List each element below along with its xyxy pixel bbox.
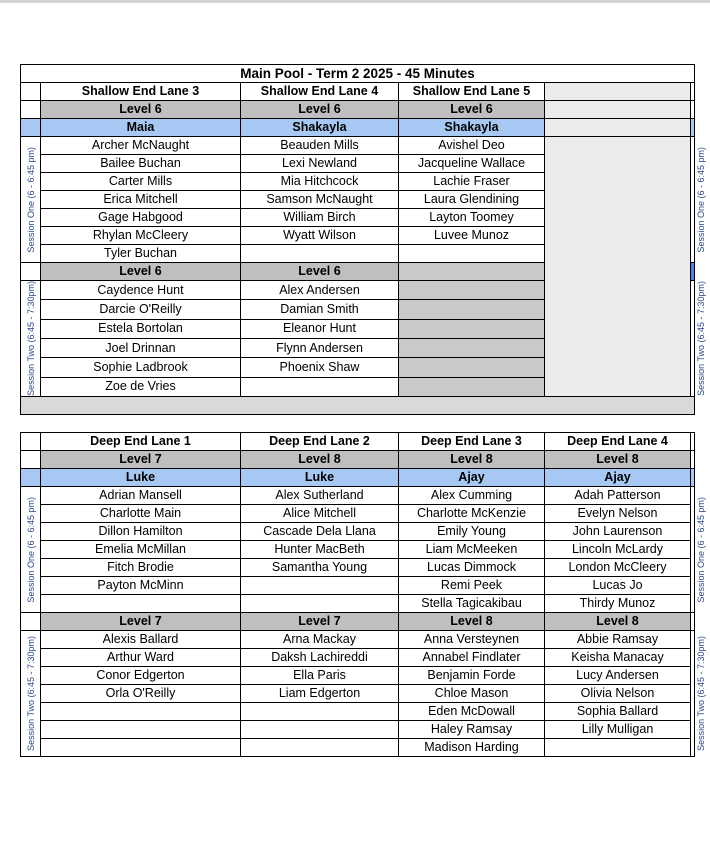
swimmer-cell <box>241 377 399 396</box>
deep-level-row <box>21 450 695 468</box>
swimmer-cell: Daksh Lachireddi <box>241 648 399 666</box>
level-cell: Level 6 <box>241 263 399 281</box>
swimmer-cell: Luvee Munoz <box>399 227 545 245</box>
swimmer-cell: Lilly Mulligan <box>545 720 691 738</box>
swimmer-cell: Abbie Ramsay <box>545 630 691 648</box>
swimmer-cell: Layton Toomey <box>399 209 545 227</box>
swimmer-cell: Ella Paris <box>241 666 399 684</box>
swimmer-cell: Dillon Hamilton <box>41 522 241 540</box>
table-row <box>21 648 695 666</box>
level-cell: Level 6 <box>399 101 545 119</box>
swimmer-cell <box>241 594 399 612</box>
swimmer-cell: Darcie O'Reilly <box>41 300 241 319</box>
swimmer-cell: Thirdy Munoz <box>545 594 691 612</box>
sheet-title: Main Pool - Term 2 2025 - 45 Minutes <box>21 65 695 83</box>
swimmer-cell: Laura Glendining <box>399 191 545 209</box>
swimmer-cell <box>399 245 545 263</box>
swimmer-cell: Estela Bortolan <box>41 319 241 338</box>
swimmer-cell: Lachie Fraser <box>399 173 545 191</box>
table-row <box>21 720 695 738</box>
swimmer-cell: Caydence Hunt <box>41 281 241 300</box>
swimmer-cell: Olivia Nelson <box>545 684 691 702</box>
level-cell: Level 6 <box>41 101 241 119</box>
table-row <box>21 522 695 540</box>
table-row <box>21 594 695 612</box>
swimmer-cell: Alexis Ballard <box>41 630 241 648</box>
section-gap <box>21 396 695 414</box>
instructor-cell: Luke <box>41 468 241 486</box>
swimmer-cell: Alex Sutherland <box>241 486 399 504</box>
swimmer-cell: Fitch Brodie <box>41 558 241 576</box>
swimmer-cell: Carter Mills <box>41 173 241 191</box>
swimmer-cell: Bailee Buchan <box>41 155 241 173</box>
swimmer-cell <box>241 576 399 594</box>
swimmer-cell: Lucy Andersen <box>545 666 691 684</box>
table-row <box>21 486 695 504</box>
swimmer-cell: Alex Andersen <box>241 281 399 300</box>
swimmer-cell: Arna Mackay <box>241 630 399 648</box>
table-row <box>21 738 695 756</box>
lane-header: Shallow End Lane 5 <box>399 83 545 101</box>
swimmer-cell: Anna Versteynen <box>399 630 545 648</box>
swimmer-cell: Tyler Buchan <box>41 245 241 263</box>
swimmer-cell <box>545 738 691 756</box>
swimmer-cell <box>41 720 241 738</box>
level-cell: Level 7 <box>241 612 399 630</box>
swimmer-cell: Stella Tagicakibau <box>399 594 545 612</box>
swimmer-cell: Cascade Dela Llana <box>241 522 399 540</box>
instructor-cell: Luke <box>241 468 399 486</box>
lane-header: Shallow End Lane 4 <box>241 83 399 101</box>
session-one-label-left: Session One (6 - 6:45 pm) <box>21 137 41 263</box>
swimmer-cell: Keisha Manacay <box>545 648 691 666</box>
level-cell: Level 7 <box>41 612 241 630</box>
swimmer-cell: Flynn Andersen <box>241 338 399 357</box>
lane-header: Shallow End Lane 3 <box>41 83 241 101</box>
table-row <box>21 666 695 684</box>
instructor-cell: Shakayla <box>241 119 399 137</box>
swimmer-cell <box>241 702 399 720</box>
swimmer-cell <box>41 702 241 720</box>
table-row <box>21 504 695 522</box>
shallow-level-row <box>21 101 695 119</box>
table-row <box>21 630 695 648</box>
swimmer-cell: Lexi Newland <box>241 155 399 173</box>
window-top-border <box>0 0 710 3</box>
swimmer-cell: London McCleery <box>545 558 691 576</box>
unused-lane-block <box>545 137 691 397</box>
level-cell: Level 7 <box>41 450 241 468</box>
empty-cell <box>545 83 691 101</box>
swimmer-cell: Chloe Mason <box>399 684 545 702</box>
instructor-cell: Ajay <box>545 468 691 486</box>
swimmer-cell: Conor Edgerton <box>41 666 241 684</box>
level-cell: Level 8 <box>545 450 691 468</box>
swimmer-cell: Eleanor Hunt <box>241 319 399 338</box>
instructor-cell: Maia <box>41 119 241 137</box>
swimmer-cell: Archer McNaught <box>41 137 241 155</box>
session-one-label-right: Session One (6 - 6:45 pm) <box>691 137 695 263</box>
swimmer-cell <box>241 245 399 263</box>
swimmer-cell: Samson McNaught <box>241 191 399 209</box>
section-gap <box>21 414 695 432</box>
swimmer-cell: Lincoln McLardy <box>545 540 691 558</box>
table-row <box>21 684 695 702</box>
level-cell: Level 6 <box>41 263 241 281</box>
session-two-label-left: Session Two (6:45 - 7:30pm) <box>21 630 41 756</box>
swimmer-cell: Erica Mitchell <box>41 191 241 209</box>
table-row <box>21 540 695 558</box>
swimmer-cell: Phoenix Shaw <box>241 358 399 377</box>
level-cell: Level 8 <box>399 450 545 468</box>
level-cell: Level 8 <box>241 450 399 468</box>
deep-lane-header-row <box>21 432 695 450</box>
deep-instructor-row <box>21 468 695 486</box>
table-row <box>21 137 695 155</box>
swimmer-cell: Sophie Ladbrook <box>41 358 241 377</box>
swimmer-cell: Benjamin Forde <box>399 666 545 684</box>
swimmer-cell: William Birch <box>241 209 399 227</box>
swimmer-cell: Charlotte Main <box>41 504 241 522</box>
table-row <box>21 558 695 576</box>
swimmer-cell: Mia Hitchcock <box>241 173 399 191</box>
swimmer-cell: Adah Patterson <box>545 486 691 504</box>
session-two-label-right: Session Two (6:45 - 7:30pm) <box>691 630 695 756</box>
swimmer-cell: Annabel Findlater <box>399 648 545 666</box>
swimmer-cell: Wyatt Wilson <box>241 227 399 245</box>
swimmer-cell: Haley Ramsay <box>399 720 545 738</box>
swimmer-cell: Jacqueline Wallace <box>399 155 545 173</box>
swimmer-cell <box>41 738 241 756</box>
instructor-cell: Ajay <box>399 468 545 486</box>
swimmer-cell: Liam Edgerton <box>241 684 399 702</box>
instructor-cell: Shakayla <box>399 119 545 137</box>
swimmer-cell: Evelyn Nelson <box>545 504 691 522</box>
level-cell: Level 6 <box>241 101 399 119</box>
swimmer-cell: Zoe de Vries <box>41 377 241 396</box>
swimmer-cell: Beauden Mills <box>241 137 399 155</box>
pool-schedule-sheet <box>20 64 706 757</box>
swimmer-cell: Damian Smith <box>241 300 399 319</box>
level-cell: Level 8 <box>545 612 691 630</box>
shallow-lane-header-row <box>21 83 695 101</box>
swimmer-cell: Sophia Ballard <box>545 702 691 720</box>
session-two-label-left: Session Two (6:45 - 7:30pm) <box>21 281 41 397</box>
swimmer-cell: Emily Young <box>399 522 545 540</box>
swimmer-cell: Avishel Deo <box>399 137 545 155</box>
swimmer-cell: Gage Habgood <box>41 209 241 227</box>
lane-header: Deep End Lane 1 <box>41 432 241 450</box>
lane-header: Deep End Lane 3 <box>399 432 545 450</box>
swimmer-cell: Joel Drinnan <box>41 338 241 357</box>
deep-session-two-level-row <box>21 612 695 630</box>
session-one-label-right: Session One (6 - 6:45 pm) <box>691 486 695 612</box>
level-cell: Level 8 <box>399 612 545 630</box>
swimmer-cell: John Laurenson <box>545 522 691 540</box>
table-row <box>21 576 695 594</box>
swimmer-cell <box>41 594 241 612</box>
swimmer-cell: Hunter MacBeth <box>241 540 399 558</box>
swimmer-cell: Payton McMinn <box>41 576 241 594</box>
swimmer-cell: Charlotte McKenzie <box>399 504 545 522</box>
swimmer-cell: Liam McMeeken <box>399 540 545 558</box>
title-row <box>21 65 695 83</box>
swimmer-cell: Eden McDowall <box>399 702 545 720</box>
table-row <box>21 702 695 720</box>
swimmer-cell <box>241 738 399 756</box>
lane-header: Deep End Lane 2 <box>241 432 399 450</box>
session-two-label-right: Session Two (6:45 - 7:30pm) <box>691 281 695 397</box>
swimmer-cell: Alex Cumming <box>399 486 545 504</box>
swimmer-cell: Arthur Ward <box>41 648 241 666</box>
swimmer-cell: Alice Mitchell <box>241 504 399 522</box>
swimmer-cell: Adrian Mansell <box>41 486 241 504</box>
swimmer-cell <box>241 720 399 738</box>
lane-header: Deep End Lane 4 <box>545 432 691 450</box>
swimmer-cell: Lucas Dimmock <box>399 558 545 576</box>
swimmer-cell: Rhylan McCleery <box>41 227 241 245</box>
session-one-label-left: Session One (6 - 6:45 pm) <box>21 486 41 612</box>
swimmer-cell: Emelia McMillan <box>41 540 241 558</box>
shallow-instructor-row <box>21 119 695 137</box>
swimmer-cell: Samantha Young <box>241 558 399 576</box>
swimmer-cell: Lucas Jo <box>545 576 691 594</box>
swimmer-cell: Madison Harding <box>399 738 545 756</box>
swimmer-cell: Orla O'Reilly <box>41 684 241 702</box>
swimmer-cell: Remi Peek <box>399 576 545 594</box>
